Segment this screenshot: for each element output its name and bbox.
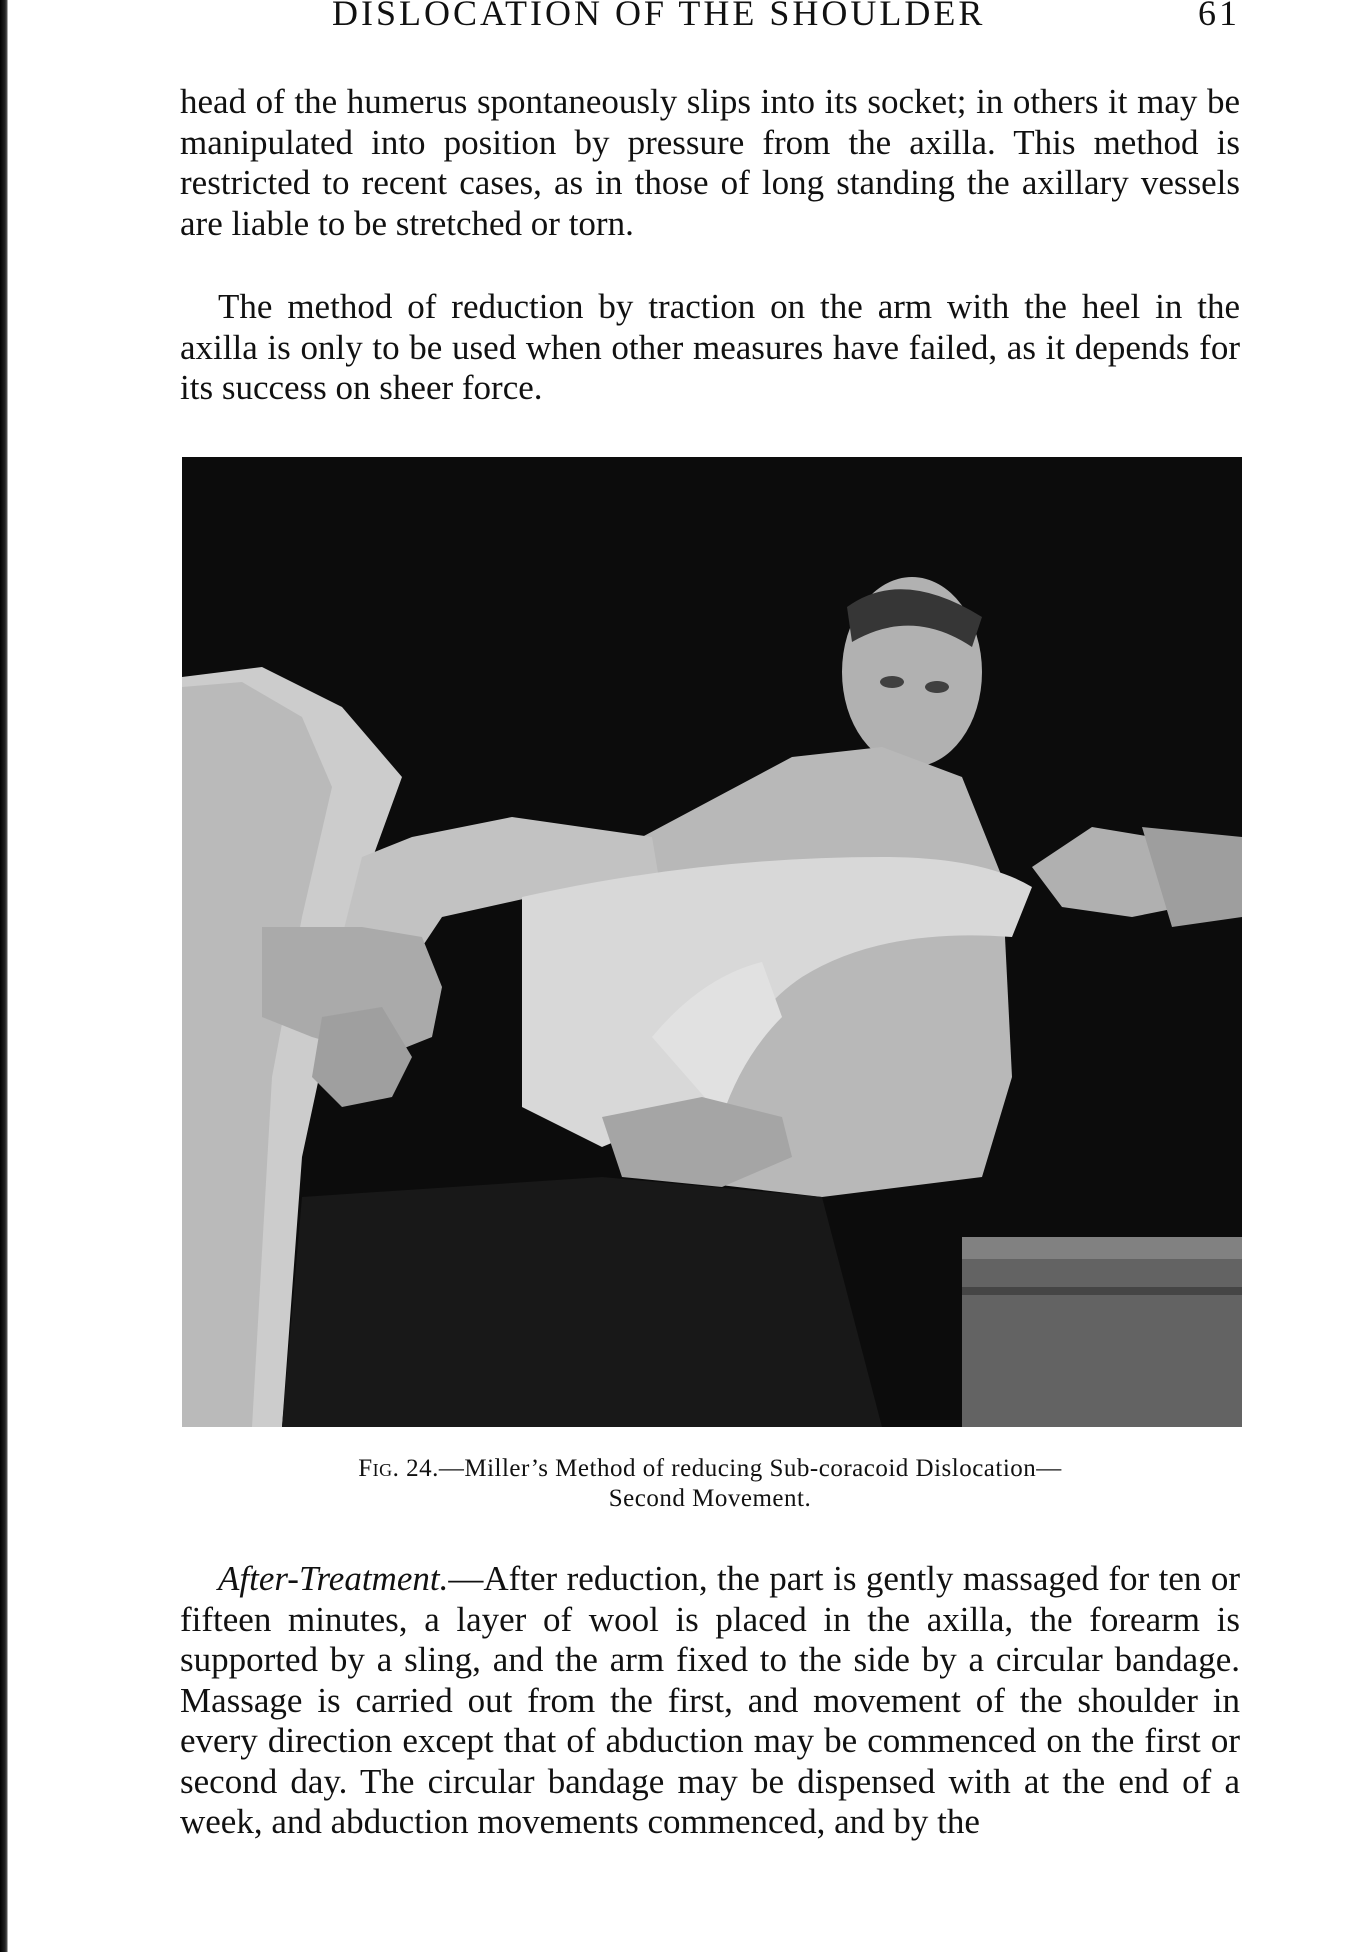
running-head: [180, 0, 1240, 36]
figure-label: Fig. 24.: [358, 1455, 439, 1482]
running-head-title: DISLOCATION OF THE SHOULDER: [332, 0, 986, 33]
figure-caption-line-1: [180, 1454, 1240, 1484]
after-treatment-text: —After reduction, the part is gently massaged for ten or fifteen minutes, a layer of wool is placed in the axilla, the forearm is supported by a sling, and the arm fixed to the side by a circular bandage. Massage is carried out from the first, and movement of the shoulder in every direction except that of abduction may be commenced on the first or second day. The circular bandage may be dispensed with at the end of a week, and abduction movements commenced, and by the: [180, 1559, 1240, 1841]
photograph-illustration: [182, 457, 1242, 1427]
paragraph-continuation: head of the humerus spontaneously slips into its socket; in others it may be manipulated into position by pressure from the axilla. This method is restricted to recent cases, as in those of long standing the axillary vessels are liable to be stretched or torn.: [180, 82, 1240, 243]
figure-caption-line-2: Second Movement.: [608, 1485, 812, 1512]
paragraph-after-treatment: [180, 1559, 1240, 1843]
figure-caption-text: —Miller’s Method of reducing Sub-coracoid Dislocation—: [438, 1455, 1062, 1482]
scan-binding-edge: [0, 0, 8, 1952]
page-number: 61: [1198, 0, 1240, 33]
figure-photograph: [182, 457, 1242, 1427]
figure-caption: [180, 1454, 1240, 1514]
after-treatment-heading: After-Treatment.: [218, 1559, 449, 1598]
paragraph-traction-method: The method of reduction by traction on the arm with the heel in the axilla is only to be used when other measures have failed, as it depends for its success on sheer force.: [180, 287, 1240, 407]
